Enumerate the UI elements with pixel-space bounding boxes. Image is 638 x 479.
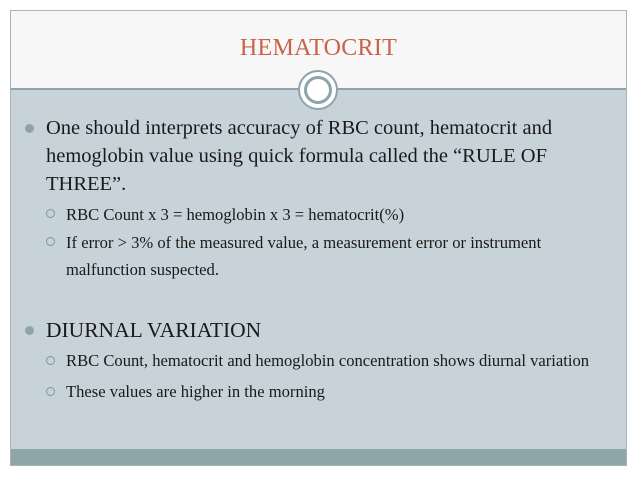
sub-bullet-text: These values are higher in the morning bbox=[66, 382, 325, 401]
bullet-item bbox=[24, 314, 614, 346]
hollow-bullet-icon bbox=[46, 356, 55, 365]
bullet-rule-of-three bbox=[24, 114, 614, 284]
footer-bar bbox=[11, 449, 626, 465]
bullet-text: One should interprets accuracy of RBC count, hematocrit and hemoglobin value using quick formula called the “RULE OF THREE”. bbox=[46, 117, 553, 195]
sub-bullet-text: RBC Count, hematocrit and hemoglobin concentration shows diurnal variation bbox=[66, 351, 590, 370]
filled-bullet-icon bbox=[25, 326, 34, 335]
filled-bullet-icon bbox=[25, 124, 34, 133]
bullet-item bbox=[24, 114, 614, 198]
circle-ornament-icon bbox=[298, 70, 338, 110]
sub-bullet-item bbox=[24, 229, 614, 283]
circle-ornament-inner bbox=[304, 76, 332, 104]
hollow-bullet-icon bbox=[46, 387, 55, 396]
sub-bullet-item bbox=[24, 350, 614, 372]
hollow-bullet-icon bbox=[46, 237, 55, 246]
hollow-bullet-icon bbox=[46, 209, 55, 218]
slide-title: HEMATOCRIT bbox=[239, 35, 398, 61]
bullet-diurnal-variation bbox=[24, 314, 614, 412]
sub-bullet-item bbox=[24, 381, 614, 403]
sub-bullet-list bbox=[24, 350, 614, 403]
sub-bullet-text: If error > 3% of the measured value, a measurement error or instrument malfunction suspected. bbox=[66, 233, 542, 279]
sub-bullet-list bbox=[24, 201, 614, 283]
sub-bullet-item bbox=[24, 201, 614, 228]
sub-bullet-text: RBC Count x 3 = hemoglobin x 3 = hematocrit(%) bbox=[66, 205, 405, 224]
bullet-text: DIURNAL VARIATION bbox=[46, 318, 262, 342]
